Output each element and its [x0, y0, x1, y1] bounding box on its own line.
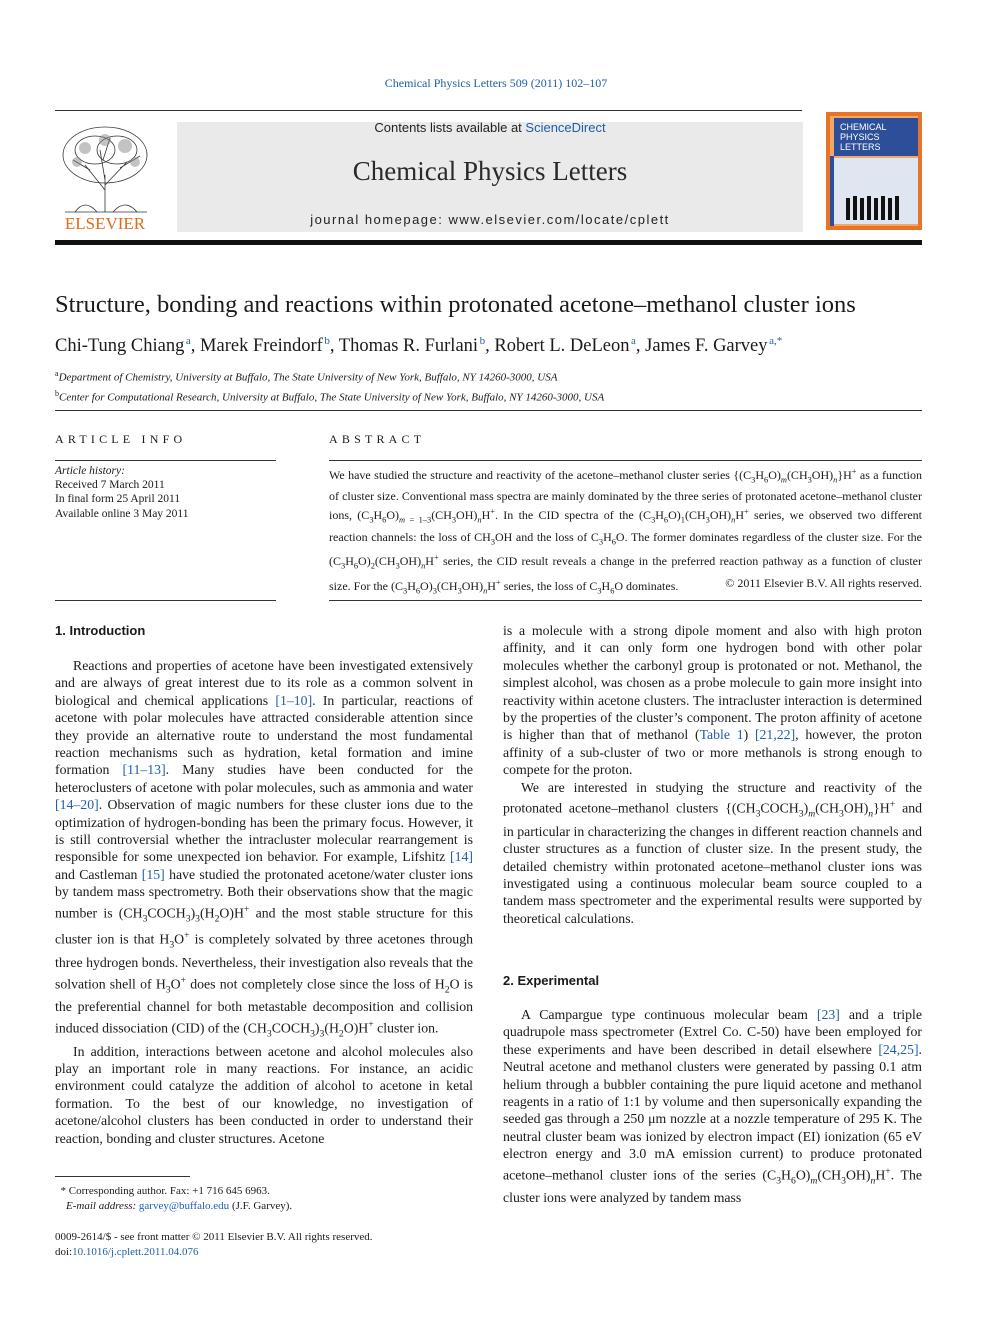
author-name: James F. Garvey [645, 336, 768, 357]
doi-line [55, 1245, 473, 1260]
footnote-rule [55, 1176, 190, 1177]
journal-name: Chemical Physics Letters [352, 156, 628, 186]
affiliations [55, 366, 922, 405]
author-name: Marek Freindorf [200, 336, 323, 357]
paragraph: A Campargue type continuous molecular beam [23] and a triple quadrupole mass spectrometer (Extrel Co. C-50) have been employed for these experiments and have been described in detail elsewhere [24,25]. Neutral acetone and methanol clusters were generated by passing 0.1 atm helium through a bubbler containing the pure liquid acetone and methanol reagents in a ratio of 1:1 by volume and then supersonically expanding the seeded gas through a 250 μm nozzle at a nozzle temperature of 295 K. The neutral cluster beam was ionized by electron impact (EI) ionization (65 eV electron energy and 3.0 mA emission current) to produce protonated acetone–methanol cluster ions of the series $(C_3H_6O)_m(CH_3OH)_nH^+$. The cluster ions were analyzed by tandem mass [503, 1007, 922, 1206]
divider [329, 600, 922, 601]
email-label: E-mail address: [66, 1200, 137, 1212]
paragraph: In addition, interactions between acetone and alcohol molecules also play an important role in many reactions. For instance, an acidic environment could catalyze the addition of alcohol to acetone in ketal formation. To the best of our knowledge, no investigation of acetone/alcohol clusters has been conducted in order to understand their reaction, bonding and cluster structures. Acetone [55, 1043, 473, 1146]
history-label: Article history: [55, 465, 125, 477]
history-online: Available online 3 May 2011 [55, 507, 189, 520]
issn-line: 0009-2614/$ - see front matter © 2011 Elsevier B.V. All rights reserved. [55, 1231, 373, 1243]
homepage-label: journal homepage: [310, 212, 449, 227]
journal-citation[interactable]: Chemical Physics Letters 509 (2011) 102–107 [384, 76, 608, 90]
divider [55, 460, 276, 461]
elsevier-logo [55, 120, 155, 232]
doi-link[interactable]: 10.1016/j.cplett.2011.04.076 [72, 1246, 199, 1258]
page-footer [55, 1230, 473, 1260]
header-rule [55, 110, 802, 111]
article-history [55, 464, 276, 521]
affiliation-a [55, 366, 922, 386]
svg-text:PHYSICS: PHYSICS [840, 132, 880, 142]
author-name: Thomas R. Furlani [338, 336, 479, 357]
body-column-left [55, 657, 473, 1147]
article-info-heading: ARTICLE INFO [55, 432, 187, 446]
email-note [55, 1199, 473, 1214]
citation-link[interactable]: [14–20] [55, 797, 99, 813]
divider [55, 410, 922, 411]
sciencedirect-link[interactable]: ScienceDirect [525, 120, 606, 135]
author-name: Chi-Tung Chiang [55, 336, 185, 357]
paragraph: is a molecule with a strong dipole moment and also with high proton affinity, and it can only form one hydrogen bond with other polar molecules whether the carbonyl group is protonated or not. Methanol, the simplest alcohol, was chosen as a probe molecule to gain more insight into reactivity within acetone clusters. The intracluster interaction is determined by the properties of the cluster’s component. The proton affinity of acetone is higher than that of methanol (Table 1) [21,22], however, the proton affinity of a sub-cluster of two or more methanols is strong enough to compete for the proton. [503, 623, 923, 778]
contents-line [177, 120, 803, 135]
svg-text:ELSEVIER: ELSEVIER [64, 214, 146, 232]
affiliation-marker[interactable]: b [479, 335, 486, 347]
divider [55, 600, 276, 601]
abstract-heading: ABSTRACT [329, 432, 426, 446]
author-list: Chi-Tung Chiang $^a$, Marek Freindorf $^b$, Thomas R. Furlani $^b$, Robert L. DeLeon $^a$, James F. Garvey $^{a,*}$ [55, 335, 783, 357]
article-title: Structure, bonding and reactions within protonated acetone–methanol cluster ions [55, 291, 856, 318]
history-received: Received 7 March 2011 [55, 479, 165, 492]
header-thick-rule [55, 240, 922, 245]
body-column-right-continued [503, 1006, 922, 1207]
citation-link[interactable]: [23] [816, 1007, 840, 1022]
contents-prefix: Contents lists available at [374, 120, 526, 135]
affiliation-marker[interactable]: a [631, 335, 636, 347]
svg-text:LETTERS: LETTERS [840, 142, 881, 152]
corresponding-text: Corresponding author. Fax: +1 716 645 6963. [68, 1185, 270, 1197]
paragraph: Reactions and properties of acetone have been investigated extensively and are always of great interest due to its role as a common solvent in biological and chemical applications [1–10]. In particular, reactions of acetone with polar molecules have attracted considerable attention since they provide an alternative route to understand the most fundamental reaction mechanisms such as hydration, ketal formation and imine formation [11–13]. Many studies have been conducted for the heteroclusters of acetone with polar molecules, such as ammonia and water [14–20]. Observation of magic numbers for these cluster ions due to the optimization of hydrogen-bonding has been the primary focus. However, it is still controversial whether the intracluster molecular rearrangement is responsible for some unexpected ion behavior. For example, Lifshitz [14] and Castleman [15] have studied the protonated acetone/water cluster ions by tandem mass spectrometry. Both their observations show that the magic number is $(CH_3COCH_3)_3(H_2O)H^+$ and the most stable structure for this cluster ion is that $H_3O^+$ is completely solvated by three acetones through three hydrogen bonds. Nevertheless, their investigation also reveals that the solvation shell of $H_3O^+$ does not completely close since the loss of $H_2O$ is the preferential channel for both metastable decomposition and collision induced dissociation (CID) of the $(CH_3COCH_3)_3(H_2O)H^+$ cluster ion. [55, 658, 473, 1040]
corresponding-author-note: * Corresponding author. Fax: +1 716 645 6963. [55, 1185, 270, 1197]
email-link[interactable]: garvey@buffalo.edu [138, 1200, 230, 1212]
affiliation-mark: a [55, 369, 59, 378]
affiliation-text: Center for Computational Research, University at Buffalo, The State University of New York, Buffalo, NY 14260-3000, USA [59, 391, 605, 404]
affiliation-marker[interactable]: b [324, 335, 330, 347]
abstract-copyright: © 2011 Elsevier B.V. All rights reserved. [725, 576, 922, 590]
footnote [55, 1184, 473, 1214]
affiliation-b [55, 386, 922, 406]
history-revised: In final form 25 April 2011 [55, 493, 181, 506]
affiliation-marker[interactable]: a [185, 335, 191, 347]
email-suffix: (J.F. Garvey). [231, 1200, 293, 1212]
paragraph: We are interested in studying the structure and reactivity of the protonated acetone–methanol clusters $\{(CH_3COCH_3)_m(CH_3OH)_n\}H^+$ and in particular in characterizing the changes in different reaction channels and cluster structures as a function of cluster size. In the present study, the detailed chemistry within protonated acetone–methanol cluster ions was investigated using a continuous molecular beam source coupled to a tandem mass spectrometer and the experimental results were supported by theoretical calculations. [503, 779, 922, 926]
divider [329, 460, 922, 461]
section-heading-introduction: 1. Introduction [55, 623, 146, 638]
table-link[interactable]: Table 1 [699, 727, 744, 743]
journal-cover-image [826, 112, 922, 230]
affiliation-marker[interactable]: a,* [769, 335, 783, 347]
affiliation-mark: b [55, 388, 59, 398]
author-name: Robert L. DeLeon [494, 336, 630, 357]
abstract-text: We have studied the structure and reactivity of the acetone–methanol cluster series $\{(C_3H_6O)_m(CH_3OH)_n\}H^+$ as a function of cluster size. Conventional mass spectra are mainly dominated by the three series of protonated acetone–methanol cluster ions, $(C_3H_6O)_{m = 1-3}(CH_3OH)_nH^+$. In the CID spectra of the $(C_3H_6O)_1(CH_3OH)_nH^+$ series, we observed two different reaction channels: the loss of $CH_3OH$ and the loss of $C_3H_6O$. The former dominates regardless of the cluster size. For the $(C_3H_6O)_2(CH_3OH)_nH^+$ series, the CID result reveals a change in the preferred reaction pathway as a function of cluster size. For the $(C_3H_6O)_3(CH_3OH)_nH^+$ series, the loss of $C_3H_6O$ dominates. [329, 467, 923, 595]
affiliation-text: Department of Chemistry, University at Buffalo, The State University of New York, Buffalo, NY 14260-3000, USA [58, 371, 558, 384]
body-column-right [503, 622, 922, 927]
citation-link[interactable]: [24,25] [878, 1041, 919, 1057]
citation-link[interactable]: [1–10] [275, 692, 313, 708]
section-heading-experimental: 2. Experimental [503, 973, 600, 988]
homepage-url[interactable]: www.elsevier.com/locate/cplett [448, 212, 670, 227]
elsevier-tree-icon [55, 120, 155, 232]
citation-link[interactable]: [11–13] [122, 762, 166, 778]
citation-link[interactable]: [15] [141, 866, 165, 882]
doi-label: doi: [55, 1246, 73, 1258]
journal-homepage [177, 212, 803, 227]
citation-link[interactable]: [14] [450, 849, 473, 865]
citation-link[interactable]: [21,22] [754, 727, 796, 743]
svg-text:CHEMICAL: CHEMICAL [840, 122, 887, 132]
